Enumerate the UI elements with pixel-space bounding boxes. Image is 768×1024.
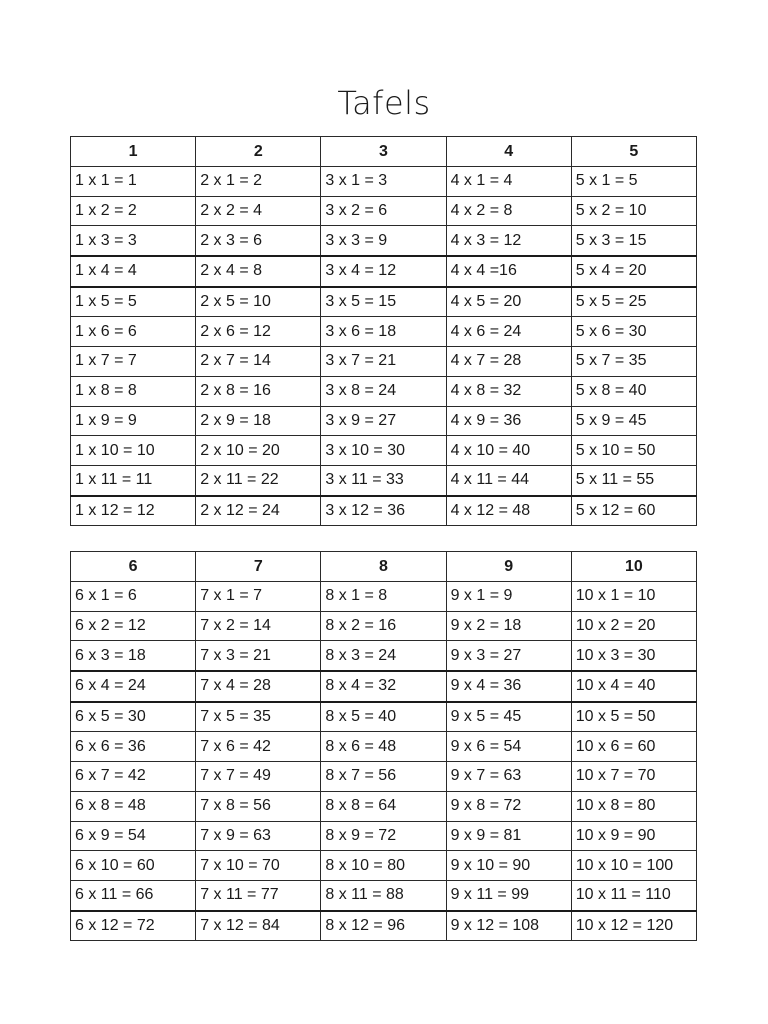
table-row	[71, 287, 697, 317]
table-row	[71, 376, 697, 406]
table-cell: 5 x 5 = 25	[571, 287, 696, 317]
table-cell: 6 x 10 = 60	[71, 851, 196, 881]
table-cell: 2 x 12 = 24	[196, 496, 321, 526]
table-cell: 3 x 9 = 27	[321, 406, 446, 436]
table-cell: 1 x 3 = 3	[71, 226, 196, 256]
table-cell: 2 x 7 = 14	[196, 347, 321, 377]
table-cell: 6 x 12 = 72	[71, 911, 196, 941]
table-row	[71, 732, 697, 762]
table-cell: 3 x 6 = 18	[321, 317, 446, 347]
table-row	[71, 347, 697, 377]
table-cell: 10 x 11 = 110	[571, 880, 696, 910]
table-cell: 4 x 9 = 36	[446, 406, 571, 436]
table-cell: 4 x 1 = 4	[446, 167, 571, 197]
table-cell: 5 x 6 = 30	[571, 317, 696, 347]
table-cell: 3 x 8 = 24	[321, 376, 446, 406]
table-cell: 6 x 9 = 54	[71, 821, 196, 851]
table-cell: 1 x 4 = 4	[71, 256, 196, 287]
table-row	[71, 702, 697, 732]
table-cell: 8 x 3 = 24	[321, 641, 446, 671]
table-cell: 9 x 3 = 27	[446, 641, 571, 671]
table-row	[71, 226, 697, 256]
column-header: 10	[571, 552, 696, 582]
table-cell: 7 x 3 = 21	[196, 641, 321, 671]
table-cell: 1 x 1 = 1	[71, 167, 196, 197]
table-header-row	[71, 137, 697, 167]
table-cell: 7 x 11 = 77	[196, 880, 321, 910]
table-cell: 5 x 9 = 45	[571, 406, 696, 436]
table-cell: 3 x 5 = 15	[321, 287, 446, 317]
table-row	[71, 167, 697, 197]
table-cell: 8 x 11 = 88	[321, 880, 446, 910]
table-row	[71, 465, 697, 495]
table-cell: 3 x 2 = 6	[321, 196, 446, 226]
table-cell: 3 x 4 = 12	[321, 256, 446, 287]
table-row	[71, 436, 697, 466]
table-cell: 8 x 1 = 8	[321, 582, 446, 612]
table-cell: 1 x 2 = 2	[71, 196, 196, 226]
table-row	[71, 671, 697, 702]
column-header: 4	[446, 137, 571, 167]
table-cell: 9 x 12 = 108	[446, 911, 571, 941]
table-cell: 10 x 8 = 80	[571, 791, 696, 821]
table-cell: 2 x 1 = 2	[196, 167, 321, 197]
table-cell: 3 x 12 = 36	[321, 496, 446, 526]
table-row	[71, 196, 697, 226]
table-cell: 7 x 10 = 70	[196, 851, 321, 881]
column-header: 8	[321, 552, 446, 582]
table-cell: 6 x 7 = 42	[71, 762, 196, 792]
table-cell: 5 x 11 = 55	[571, 465, 696, 495]
table-cell: 8 x 10 = 80	[321, 851, 446, 881]
table-cell: 7 x 4 = 28	[196, 671, 321, 702]
table-cell: 5 x 8 = 40	[571, 376, 696, 406]
table-cell: 6 x 5 = 30	[71, 702, 196, 732]
table-cell: 6 x 1 = 6	[71, 582, 196, 612]
table-row	[71, 582, 697, 612]
table-cell: 9 x 10 = 90	[446, 851, 571, 881]
table-row	[71, 611, 697, 641]
table-cell: 10 x 12 = 120	[571, 911, 696, 941]
table-cell: 7 x 6 = 42	[196, 732, 321, 762]
table-cell: 2 x 9 = 18	[196, 406, 321, 436]
page-title: Tafels	[337, 84, 431, 122]
table-row	[71, 641, 697, 671]
table-cell: 5 x 7 = 35	[571, 347, 696, 377]
table-cell: 8 x 8 = 64	[321, 791, 446, 821]
table-row	[71, 496, 697, 526]
table-cell: 7 x 1 = 7	[196, 582, 321, 612]
column-header: 3	[321, 137, 446, 167]
table-cell: 10 x 10 = 100	[571, 851, 696, 881]
times-table-6-to-10	[70, 551, 697, 941]
table-cell: 9 x 5 = 45	[446, 702, 571, 732]
table-cell: 9 x 1 = 9	[446, 582, 571, 612]
table-cell: 7 x 2 = 14	[196, 611, 321, 641]
table-cell: 1 x 11 = 11	[71, 465, 196, 495]
table-cell: 9 x 11 = 99	[446, 880, 571, 910]
table-cell: 6 x 4 = 24	[71, 671, 196, 702]
table-cell: 5 x 2 = 10	[571, 196, 696, 226]
table-cell: 9 x 2 = 18	[446, 611, 571, 641]
table-row	[71, 880, 697, 910]
table-cell: 6 x 2 = 12	[71, 611, 196, 641]
table-cell: 10 x 3 = 30	[571, 641, 696, 671]
table-cell: 10 x 9 = 90	[571, 821, 696, 851]
table-cell: 3 x 11 = 33	[321, 465, 446, 495]
table-row	[71, 406, 697, 436]
table-cell: 8 x 12 = 96	[321, 911, 446, 941]
table-cell: 7 x 8 = 56	[196, 791, 321, 821]
table-cell: 3 x 3 = 9	[321, 226, 446, 256]
table-cell: 3 x 10 = 30	[321, 436, 446, 466]
table-cell: 10 x 7 = 70	[571, 762, 696, 792]
table-cell: 1 x 6 = 6	[71, 317, 196, 347]
table-cell: 8 x 7 = 56	[321, 762, 446, 792]
table-row	[71, 821, 697, 851]
table-cell: 4 x 3 = 12	[446, 226, 571, 256]
table-cell: 9 x 8 = 72	[446, 791, 571, 821]
table-cell: 6 x 3 = 18	[71, 641, 196, 671]
column-header: 9	[446, 552, 571, 582]
times-table-1-to-5	[70, 136, 697, 526]
table-cell: 4 x 5 = 20	[446, 287, 571, 317]
table-row	[71, 762, 697, 792]
table-cell: 2 x 8 = 16	[196, 376, 321, 406]
table-cell: 4 x 12 = 48	[446, 496, 571, 526]
table-cell: 1 x 9 = 9	[71, 406, 196, 436]
table-cell: 9 x 6 = 54	[446, 732, 571, 762]
table-cell: 5 x 3 = 15	[571, 226, 696, 256]
table-cell: 4 x 7 = 28	[446, 347, 571, 377]
table-cell: 8 x 2 = 16	[321, 611, 446, 641]
column-header: 2	[196, 137, 321, 167]
table-cell: 4 x 4 =16	[446, 256, 571, 287]
table-cell: 10 x 4 = 40	[571, 671, 696, 702]
table-cell: 8 x 5 = 40	[321, 702, 446, 732]
table-cell: 8 x 9 = 72	[321, 821, 446, 851]
table-cell: 4 x 2 = 8	[446, 196, 571, 226]
table-cell: 2 x 10 = 20	[196, 436, 321, 466]
table-cell: 9 x 4 = 36	[446, 671, 571, 702]
table-cell: 10 x 5 = 50	[571, 702, 696, 732]
table-cell: 4 x 10 = 40	[446, 436, 571, 466]
table-cell: 1 x 12 = 12	[71, 496, 196, 526]
table-cell: 5 x 4 = 20	[571, 256, 696, 287]
table-cell: 5 x 1 = 5	[571, 167, 696, 197]
table-cell: 5 x 10 = 50	[571, 436, 696, 466]
column-header: 7	[196, 552, 321, 582]
table-cell: 6 x 11 = 66	[71, 880, 196, 910]
table-cell: 3 x 1 = 3	[321, 167, 446, 197]
table-cell: 9 x 9 = 81	[446, 821, 571, 851]
table-cell: 3 x 7 = 21	[321, 347, 446, 377]
table-cell: 5 x 12 = 60	[571, 496, 696, 526]
table-header-row	[71, 552, 697, 582]
table-cell: 10 x 1 = 10	[571, 582, 696, 612]
table-row	[71, 851, 697, 881]
table-cell: 4 x 8 = 32	[446, 376, 571, 406]
table-cell: 1 x 8 = 8	[71, 376, 196, 406]
table-cell: 2 x 11 = 22	[196, 465, 321, 495]
table-cell: 6 x 6 = 36	[71, 732, 196, 762]
table-cell: 1 x 7 = 7	[71, 347, 196, 377]
table-cell: 2 x 5 = 10	[196, 287, 321, 317]
table-row	[71, 911, 697, 941]
table-cell: 7 x 5 = 35	[196, 702, 321, 732]
table-cell: 8 x 6 = 48	[321, 732, 446, 762]
column-header: 1	[71, 137, 196, 167]
table-row	[71, 791, 697, 821]
column-header: 5	[571, 137, 696, 167]
table-cell: 2 x 3 = 6	[196, 226, 321, 256]
table-cell: 10 x 2 = 20	[571, 611, 696, 641]
table-row	[71, 317, 697, 347]
table-cell: 2 x 6 = 12	[196, 317, 321, 347]
table-cell: 10 x 6 = 60	[571, 732, 696, 762]
table-cell: 4 x 6 = 24	[446, 317, 571, 347]
table-cell: 2 x 2 = 4	[196, 196, 321, 226]
table-cell: 6 x 8 = 48	[71, 791, 196, 821]
table-cell: 7 x 9 = 63	[196, 821, 321, 851]
table-row	[71, 256, 697, 287]
table-cell: 4 x 11 = 44	[446, 465, 571, 495]
table-cell: 1 x 10 = 10	[71, 436, 196, 466]
table-cell: 7 x 12 = 84	[196, 911, 321, 941]
table-cell: 8 x 4 = 32	[321, 671, 446, 702]
column-header: 6	[71, 552, 196, 582]
table-cell: 2 x 4 = 8	[196, 256, 321, 287]
table-cell: 7 x 7 = 49	[196, 762, 321, 792]
table-cell: 1 x 5 = 5	[71, 287, 196, 317]
table-cell: 9 x 7 = 63	[446, 762, 571, 792]
